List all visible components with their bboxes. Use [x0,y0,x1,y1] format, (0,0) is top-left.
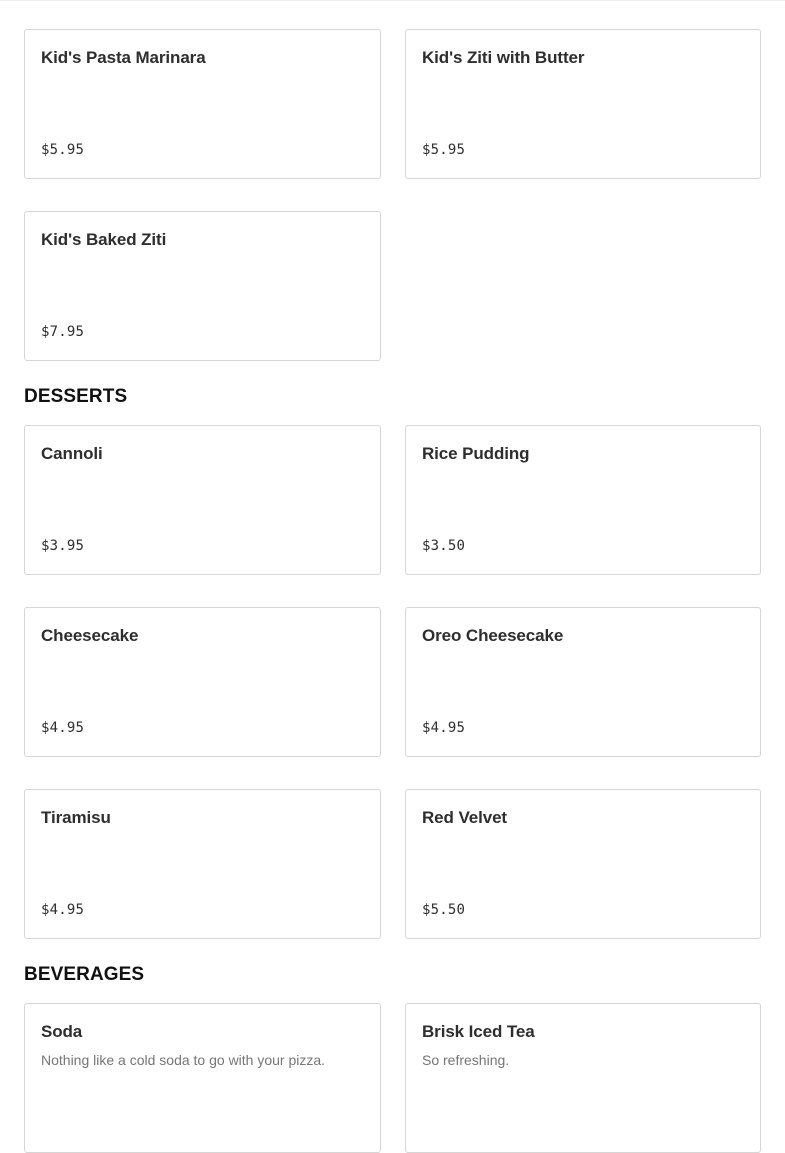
menu-item-price: $5.95 [422,142,466,158]
top-divider [0,0,785,1]
menu-item-card[interactable] [405,29,761,179]
menu-item-price: $7.95 [41,324,85,340]
menu-item-price: $5.50 [422,902,466,918]
menu-item-price: $3.95 [41,538,85,554]
menu-item-price: $5.95 [41,142,85,158]
menu-item-name: Kid's Ziti with Butter [422,48,585,67]
menu-item-price: $4.95 [41,720,85,736]
kids-menu-grid [24,29,761,361]
beverages-menu-grid [24,1003,761,1153]
menu-item-card[interactable] [24,789,381,939]
desserts-menu-grid [24,425,761,939]
menu-item-card[interactable] [24,607,381,757]
menu-item-card[interactable] [24,29,381,179]
menu-item-name: Cheesecake [41,626,139,645]
menu-item-card[interactable] [405,1003,761,1153]
menu-item-card[interactable] [405,607,761,757]
menu-item-name: Red Velvet [422,808,507,827]
menu-item-card[interactable] [405,789,761,939]
menu-item-name: Tiramisu [41,808,111,827]
menu-item-name: Rice Pudding [422,444,530,463]
menu-item-name: Cannoli [41,444,103,463]
menu-item-card[interactable] [24,425,381,575]
menu-item-description: Nothing like a cold soda to go with your pizza. [41,1052,326,1068]
section-title-beverages: BEVERAGES [24,964,145,985]
menu-item-price: $3.50 [422,538,466,554]
menu-item-card[interactable] [24,211,381,361]
menu-item-name: Brisk Iced Tea [422,1022,535,1041]
menu-item-price: $4.95 [422,720,466,736]
menu-item-name: Kid's Baked Ziti [41,230,167,249]
menu-item-price: $4.95 [41,902,85,918]
menu-item-name: Oreo Cheesecake [422,626,564,645]
section-title-desserts: DESSERTS [24,386,128,407]
menu-item-description: So refreshing. [422,1052,510,1068]
menu-item-card[interactable] [24,1003,381,1153]
menu-item-name: Soda [41,1022,83,1041]
menu-item-card[interactable] [405,425,761,575]
menu-item-name: Kid's Pasta Marinara [41,48,206,67]
